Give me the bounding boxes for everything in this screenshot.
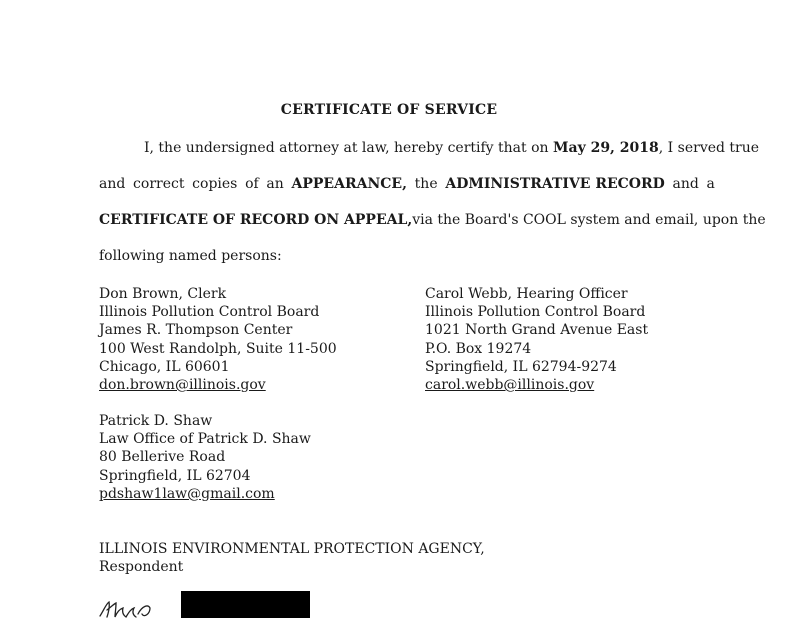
line3-post: via the Board's COOL system and email, upon the xyxy=(412,212,766,228)
recipient-email-link[interactable]: carol.webb@illinois.gov xyxy=(425,377,595,394)
signatory-block xyxy=(99,540,485,576)
word: a xyxy=(706,176,715,192)
recipient-name: Carol Webb, Hearing Officer xyxy=(425,286,628,302)
recipient-org: Illinois Pollution Control Board xyxy=(425,304,646,321)
agency-role: Respondent xyxy=(99,559,184,576)
recipient-street: 80 Bellerive Road xyxy=(99,449,226,466)
agency-name: ILLINOIS ENVIRONMENTAL PROTECTION AGENCY, xyxy=(99,541,485,557)
document-title: CERTIFICATE OF SERVICE xyxy=(280,102,498,118)
body-line-2 xyxy=(99,175,715,193)
word: and xyxy=(672,176,699,192)
recipient-left xyxy=(99,285,337,394)
line1-pre: I, the undersigned attorney at law, hereby certify that on xyxy=(144,140,549,156)
recipient-org: Law Office of Patrick D. Shaw xyxy=(99,431,311,448)
word: an xyxy=(266,176,284,192)
word: the xyxy=(414,176,438,192)
service-date: May 29, 2018 xyxy=(553,140,659,156)
recipient-street: 100 West Randolph, Suite 11-500 xyxy=(99,340,337,357)
redaction-block xyxy=(181,591,310,618)
recipient-right xyxy=(425,285,648,394)
word: of xyxy=(245,176,259,192)
recipient-street: 1021 North Grand Avenue East xyxy=(425,322,649,339)
body-line-3 xyxy=(99,211,766,229)
recipient-shaw xyxy=(99,412,311,503)
line1-post: , I served true xyxy=(658,140,760,156)
appearance-term: APPEARANCE, xyxy=(291,176,407,192)
recipient-city: Springfield, IL 62794-9274 xyxy=(425,358,617,375)
recipient-pobox: P.O. Box 19274 xyxy=(425,340,532,357)
certificate-term: CERTIFICATE OF RECORD ON APPEAL, xyxy=(99,212,413,228)
recipient-name: Don Brown, Clerk xyxy=(99,286,227,302)
word: and xyxy=(99,176,126,192)
recipient-building: James R. Thompson Center xyxy=(99,322,293,339)
word: copies xyxy=(192,176,238,192)
recipient-email-link[interactable]: pdshaw1law@gmail.com xyxy=(99,485,275,502)
recipient-city: Springfield, IL 62704 xyxy=(99,467,251,484)
body-line-4: following named persons: xyxy=(99,248,282,264)
handwritten-signature-image xyxy=(98,600,178,618)
administrative-record-term: ADMINISTRATIVE RECORD xyxy=(445,176,665,192)
body-line-1 xyxy=(99,139,760,157)
recipient-city: Chicago, IL 60601 xyxy=(99,358,230,375)
recipient-name: Patrick D. Shaw xyxy=(99,413,213,429)
recipient-org: Illinois Pollution Control Board xyxy=(99,304,320,321)
word: correct xyxy=(133,176,185,192)
recipient-email-link[interactable]: don.brown@illinois.gov xyxy=(99,377,266,394)
